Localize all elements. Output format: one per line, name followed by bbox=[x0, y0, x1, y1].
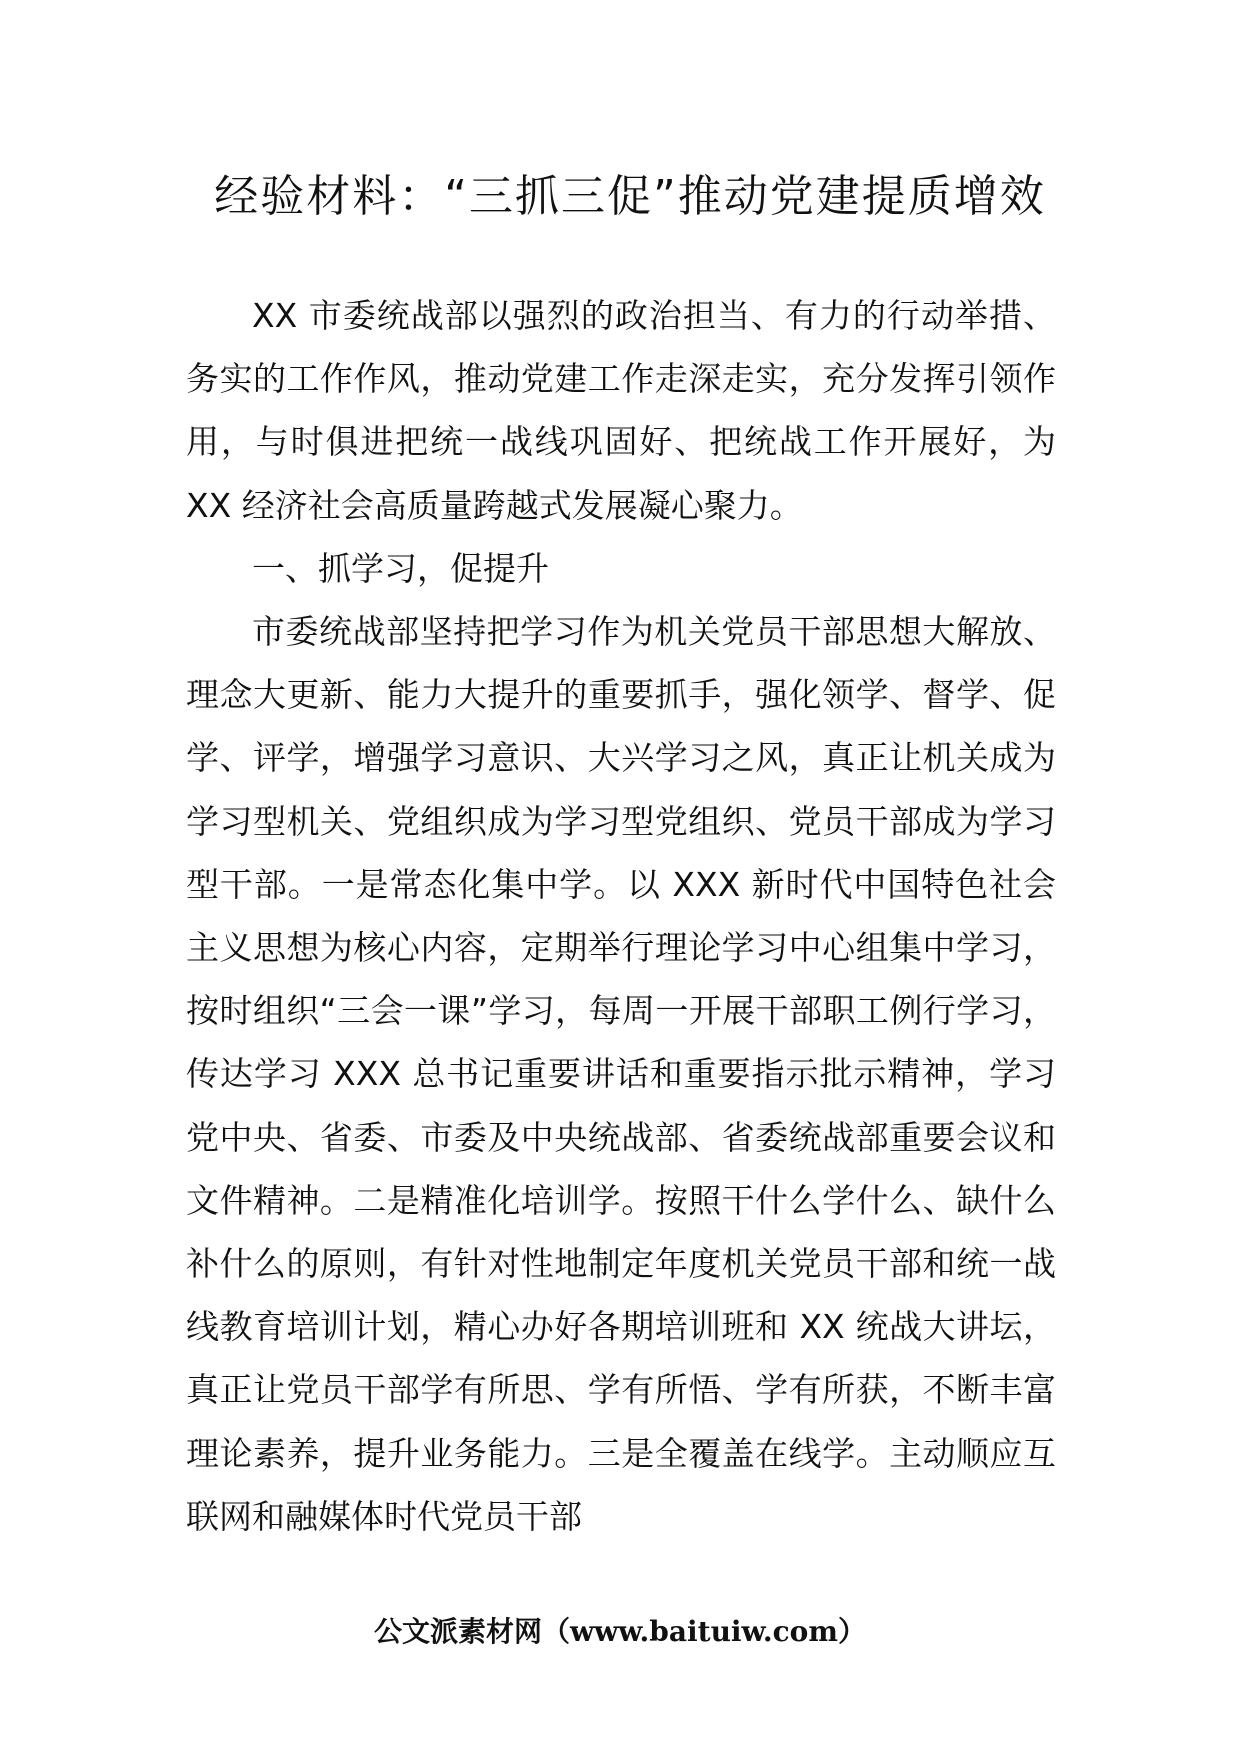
document-body bbox=[186, 284, 1056, 1548]
section-heading: 一、抓学习，促提升 bbox=[252, 548, 549, 588]
intro-paragraph: XX 市委统战部以强烈的政治担当、有力的行动举措、务实的工作作风，推动党建工作走深走实，充分发挥引领作用，与时俱进把统一战线巩固好、把统战工作开展好，为 XX 经济社会高质量跨越式发展凝心聚力。 bbox=[186, 296, 1056, 525]
section-paragraph: 市委统战部坚持把学习作为机关党员干部思想大解放、理念大更新、能力大提升的重要抓手，强化领学、督学、促学、评学，增强学习意识、大兴学习之风，真正让机关成为学习型机关、党组织成为学习型党组织、党员干部成为学习型干部。一是常态化集中学。以 XXX 新时代中国特色社会主义思想为核心内容，定期举行理论学习中心组集中学习，按时组织“三会一课”学习，每周一开展干部职工例行学习，传达学习 XXX 总书记重要讲话和重要指示批示精神，学习党中央、省委、市委及中央统战部、省委统战部重要会议和文件精神。二是精准化培训学。按照干什么学什么、缺什么补什么的原则，有针对性地制定年度机关党员干部和统一战线教育培训计划，精心办好各期培训班和 XX 统战大讲坛，真正让党员干部学有所思、学有所悟、学有所获，不断丰富理论素养，提升业务能力。三是全覆盖在线学。主动顺应互联网和融媒体时代党员干部 bbox=[186, 612, 1056, 1536]
document-title: 经验材料：“三抓三促”推动党建提质增效 bbox=[214, 171, 1046, 222]
footer-watermark: 公文派素材网（www.baituiw.com） bbox=[374, 1615, 866, 1648]
